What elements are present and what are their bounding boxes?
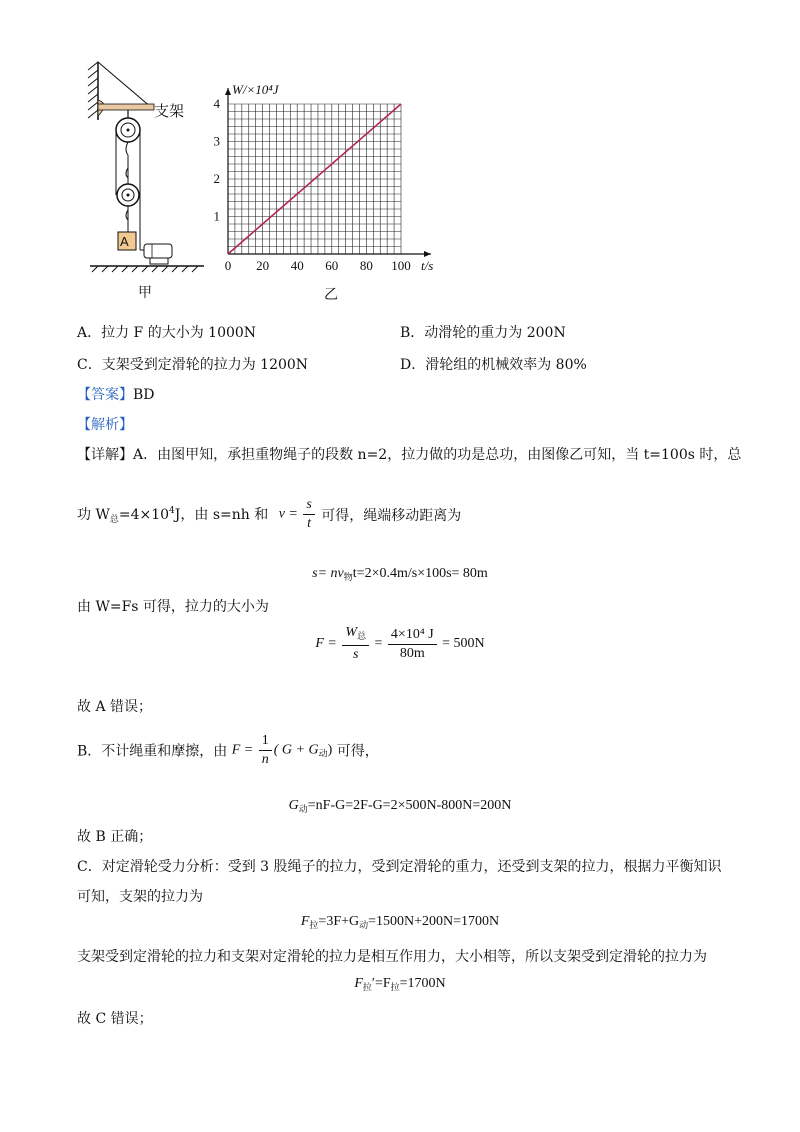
w-total-value: =4×10 [118, 507, 170, 523]
detail-text-2b: 可得，绳端移动距离为 [321, 507, 462, 524]
pulley-diagram [80, 60, 210, 300]
g-eq-post: =nF-G=2F-G=2×500N-800N=200N [307, 798, 512, 813]
f-equation: F = $\frac{W_总}{s}$ = $\frac{\text{4×10⁴ J}}{80m}$ = 500N [315, 625, 485, 662]
detail-line-c2: 可知，支架的拉力为 [77, 889, 203, 905]
x-tick-label: 100 [391, 258, 411, 273]
option-d[interactable]: D．滑轮组的机械效率为 80% [400, 357, 587, 373]
f-pull-equation [0, 914, 800, 931]
right-b: 故 B 正确； [77, 829, 153, 845]
f-eq-num1-sub: 总 [357, 631, 367, 641]
y-axis-label: W/×10⁴J [232, 82, 279, 97]
b-text-pre: B．不计绳重和摩擦，由 [77, 743, 228, 760]
detail-line-c3: 支架受到定滑轮的拉力和支架对定滑轮的拉力是相互作用力，大小相等，所以支架受到定滑轮的拉力为 [77, 949, 707, 965]
figure-jia-caption: 甲 [138, 285, 152, 301]
f-eq-den1: s [352, 647, 359, 662]
v-eq-den: t [307, 516, 312, 531]
fl-eq-post: =1500N+200N=1700N [368, 914, 500, 929]
x-tick-label: 60 [325, 258, 339, 273]
x-tick-label: 80 [359, 258, 373, 273]
block-a-label: A [120, 234, 129, 249]
fp-eq-mid: ′=F [371, 976, 391, 991]
answer-value: BD [133, 387, 155, 403]
b-eq-close: ) [327, 742, 333, 758]
s-eq-sub: 物 [343, 572, 353, 582]
fp-eq-pre: F [354, 976, 363, 991]
detail-line-4: 由 W=Fs 可得，拉力的大小为 [77, 599, 269, 615]
w-total: 功 W [77, 507, 110, 523]
option-b[interactable]: B．动滑轮的重力为 200N [400, 325, 566, 341]
wrong-a: 故 A 错误； [77, 699, 153, 715]
f-eq-num1: W [345, 625, 357, 640]
fp-eq-sub2: 拉 [390, 982, 400, 992]
answer-line [77, 384, 155, 404]
detail-line-b [77, 732, 379, 769]
w-total-sub: 总 [109, 515, 119, 525]
detail-line-1 [77, 444, 741, 464]
detail-line-c1: C．对定滑轮受力分析：受到 3 股绳子的拉力，受到定滑轮的重力，还受到支架的拉力，根据力平衡知识 [77, 859, 722, 875]
v-eq-num: s [303, 496, 314, 515]
f-eq-lhs: F = [315, 636, 337, 651]
detail-text-1: A．由图甲知，承担重物绳子的段数 n=2，拉力做的功是总功，由图像乙可知，当 t=100s 时，总 [133, 447, 742, 463]
w-total-exp: 4 [169, 506, 175, 516]
fl-eq-sub2: 动 [359, 920, 369, 930]
fp-eq-post: =1700N [399, 976, 446, 991]
v-equation [279, 496, 317, 533]
f-eq-rhs: = 500N [442, 636, 485, 651]
y-tick-label: 4 [213, 96, 220, 111]
fp-eq-sub1: 拉 [362, 982, 372, 992]
v-eq-lhs: v = [278, 506, 298, 522]
g-eq-pre: G [288, 798, 299, 813]
x-tick-label: 40 [290, 258, 304, 273]
b-eq-den: n [261, 752, 269, 767]
b-eq-lhs: F = [231, 742, 254, 758]
wrong-c: 故 C 错误； [77, 1011, 153, 1027]
analysis-tag: 【解析】 [77, 417, 133, 433]
b-equation [232, 732, 333, 769]
support-label: 支架 [154, 102, 185, 120]
s-equation [0, 566, 800, 583]
y-tick-label: 3 [213, 133, 220, 149]
f-eq-den2: 80m [399, 645, 425, 661]
b-eq-num: 1 [259, 732, 272, 751]
y-tick-label: 2 [213, 171, 220, 186]
g-equation [0, 798, 800, 815]
g-eq-sub: 动 [298, 804, 308, 814]
fl-eq-mid: =3F+G [318, 914, 360, 929]
chart-caption: 乙 [324, 287, 338, 303]
x-axis-label: t/s [421, 258, 434, 273]
x-tick-label: 0 [224, 258, 232, 273]
detail-tag: 【详解】 [77, 447, 133, 463]
y-axis-arrow [225, 88, 231, 95]
s-eq-pre: s= nv [312, 566, 344, 581]
option-a[interactable]: A．拉力 F 的大小为 1000N [77, 325, 257, 341]
x-tick-label: 20 [256, 258, 270, 273]
s-eq-post: t=2×0.4m/s×100s= 80m [352, 566, 488, 581]
y-tick-label: 1 [213, 208, 220, 224]
fl-eq-pre: F [300, 914, 310, 929]
detail-text-2: J，由 s=nh 和 [174, 507, 269, 523]
answer-tag: 【答案】 [77, 387, 133, 403]
b-text-post: 可得， [336, 743, 379, 760]
option-c[interactable]: C．支架受到定滑轮的拉力为 1200N [77, 357, 309, 373]
fl-eq-sub1: 拉 [309, 920, 319, 930]
b-eq-rest: ( G + G [273, 742, 319, 758]
x-axis-arrow [424, 251, 431, 257]
work-time-chart [208, 82, 448, 292]
detail-line-2 [77, 496, 461, 533]
f-eq-num2: 4×10⁴ J [388, 626, 437, 645]
f-prime-equation [0, 976, 800, 993]
b-eq-sub: 动 [318, 748, 328, 759]
